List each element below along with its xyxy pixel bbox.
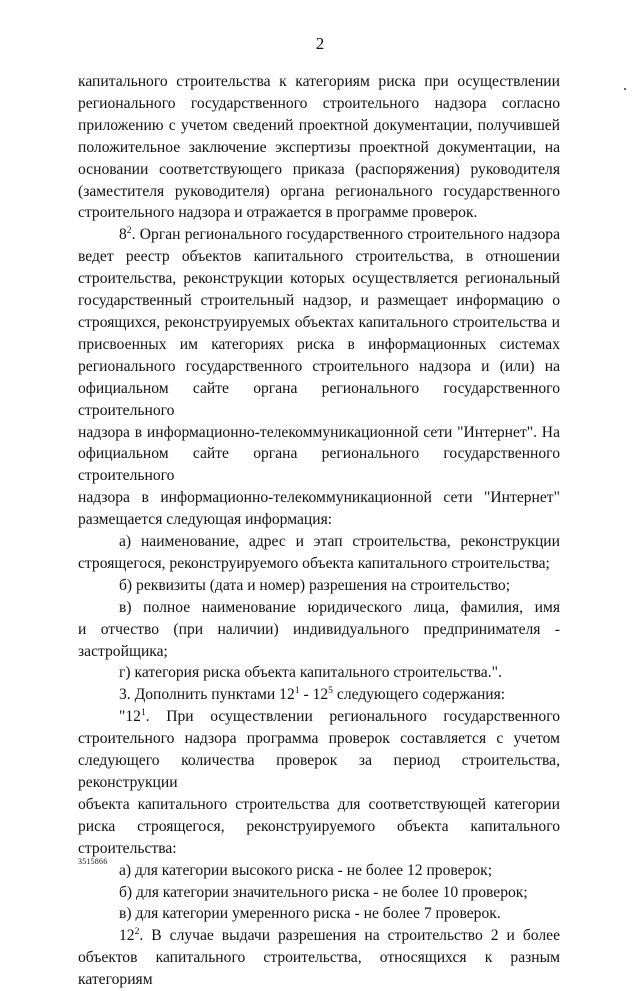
text-segment: б) реквизиты (дата и номер) разрешения на строительство;	[119, 576, 511, 594]
text-segment: б) для категории значительного риска - не более 10 проверок;	[119, 883, 528, 901]
text-line	[78, 312, 560, 334]
text-line	[78, 268, 560, 290]
text-segment: положительное заключение экспертизы проектной документации, на	[78, 138, 560, 156]
document-code: 3515866	[78, 857, 108, 866]
text-line	[78, 728, 560, 750]
text-line	[78, 443, 560, 487]
text-line	[78, 619, 560, 641]
superscript: 2	[126, 225, 132, 237]
text-segment: строящегося, реконструируемого объекта капитального строительства;	[78, 554, 550, 572]
text-line	[78, 794, 560, 816]
text-line	[78, 684, 560, 706]
text-line	[78, 882, 560, 904]
text-segment: строящихся, реконструируемых объектах капитального строительства и	[78, 313, 560, 331]
text-segment: регионального государственного строительного надзора согласно	[78, 94, 560, 112]
text-line	[78, 509, 560, 531]
text-segment: надзора в информационно-телекоммуникационной сети "Интернет"	[78, 489, 560, 507]
text-line	[78, 246, 560, 268]
text-line	[78, 838, 560, 860]
text-line	[78, 181, 560, 203]
text-segment: 8	[119, 226, 127, 244]
text-segment: приложению с учетом сведений проектной документации, получившей	[78, 116, 560, 134]
document-body	[78, 71, 560, 991]
text-line	[78, 224, 560, 246]
text-line	[78, 137, 560, 159]
text-line	[78, 71, 560, 93]
text-segment: (заместителя руководителя) органа регионального государственного	[78, 182, 560, 200]
text-line	[78, 597, 560, 619]
text-line	[78, 925, 560, 947]
text-segment: присвоенных им категориях риска в информационных системах	[78, 335, 560, 353]
text-line	[78, 487, 560, 509]
text-segment: ведет реестр объектов капитального строительства, в отношении	[78, 248, 560, 266]
text-segment: размещается следующая информация:	[78, 511, 333, 529]
text-segment: "12	[119, 708, 141, 726]
text-line	[78, 947, 560, 991]
text-segment: 12	[119, 927, 135, 945]
text-segment: строительства, реконструкции которых осуществляется региональный	[78, 270, 560, 288]
text-segment: государственный строительный надзор, и размещает информацию о	[78, 292, 560, 310]
text-line	[78, 662, 560, 684]
text-segment: в) полное наименование юридического лица, фамилия, имя	[119, 598, 560, 616]
superscript: 5	[328, 685, 333, 697]
text-segment: строительного надзора и отражается в программе проверок.	[78, 204, 478, 222]
text-segment: надзора в информационно-телекоммуникационной сети "Интернет". На	[78, 423, 560, 441]
text-segment: официальном сайте органа регионального государственного строительного	[78, 379, 560, 419]
text-segment: следующего количества проверок за период строительства, реконструкции	[78, 752, 560, 791]
text-line	[78, 903, 560, 925]
text-segment: строительства:	[78, 839, 177, 857]
text-line	[78, 334, 560, 356]
text-segment: основании соответствующего приказа (распоряжения) руководителя	[78, 160, 560, 178]
text-line	[78, 816, 560, 838]
text-segment: Орган регионального государственного строительного надзора	[139, 226, 560, 244]
text-line	[78, 115, 560, 137]
text-line	[78, 93, 560, 115]
text-segment: объектов капитального строительства, относящихся к разным категориям	[78, 949, 560, 989]
page-number: 2	[315, 34, 325, 53]
superscript: 2	[134, 926, 140, 938]
text-segment: В случае выдачи разрешения на строительство 2 и более	[151, 927, 561, 945]
text-segment: г) категория риска объекта капитального строительства.".	[119, 664, 502, 682]
text-line	[78, 202, 560, 224]
text-segment: застройщика;	[78, 642, 168, 660]
text-segment: .	[145, 708, 150, 726]
text-segment: .	[139, 927, 144, 945]
text-segment: капитального строительства к категориям риска при осуществлении	[78, 73, 560, 90]
text-segment: - 12	[299, 686, 329, 704]
text-segment: При осуществлении регионального государственного	[166, 708, 560, 726]
text-segment: а) наименование, адрес и этап строительства, реконструкции	[119, 533, 560, 551]
text-segment: 3. Дополнить пунктами 12	[119, 686, 295, 704]
text-line	[78, 860, 560, 882]
text-segment: следующего содержания:	[333, 686, 506, 704]
text-segment: строительного надзора программа проверок составляется с учетом	[78, 730, 560, 748]
text-segment: официальном сайте органа регионального государственного строительного	[78, 445, 560, 485]
text-line	[78, 706, 560, 728]
superscript: 1	[294, 685, 300, 697]
text-segment: объекта капитального строительства для соответствующей категории	[78, 795, 560, 813]
text-line	[78, 750, 560, 794]
scan-dot	[624, 88, 626, 90]
text-line	[78, 553, 560, 575]
text-line	[78, 422, 560, 444]
text-segment: и отчество (при наличии) индивидуального предпринимателя -	[78, 620, 560, 638]
text-line	[78, 575, 560, 597]
text-segment: .	[131, 226, 136, 244]
text-segment: регионального государственного строительного надзора и (или) на	[78, 357, 560, 375]
superscript: 1	[140, 707, 146, 719]
text-line	[78, 641, 560, 663]
text-line	[78, 378, 560, 422]
text-line	[78, 356, 560, 378]
text-segment: а) для категории высокого риска - не более 12 проверок;	[119, 861, 493, 879]
text-segment: риска строящегося, реконструируемого объекта капитального	[78, 817, 560, 835]
text-line	[78, 290, 560, 312]
text-line	[78, 531, 560, 553]
text-line	[78, 159, 560, 181]
text-segment: в) для категории умеренного риска - не более 7 проверок.	[119, 905, 501, 923]
